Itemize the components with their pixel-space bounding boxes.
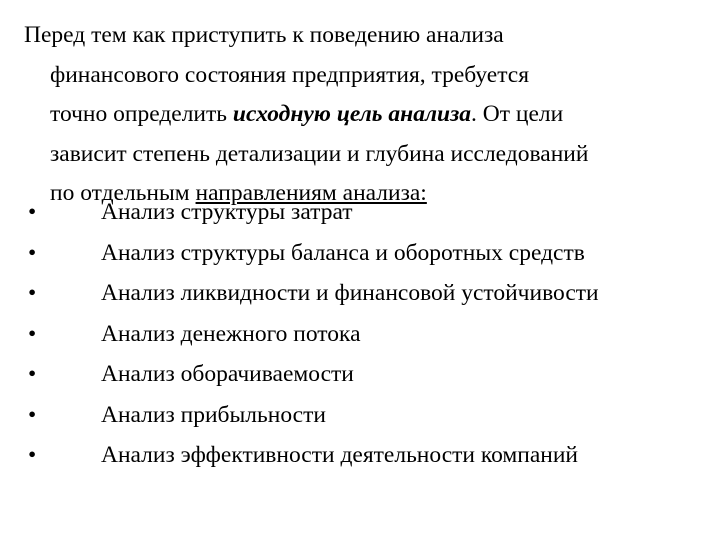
- list-item: [0, 192, 720, 233]
- list-item-text: Анализ эффективности деятельности компаний: [101, 442, 578, 468]
- analysis-bullet-list: [0, 192, 720, 476]
- intro-line-3: [24, 95, 714, 135]
- list-item: [0, 233, 720, 274]
- bullet-icon: •: [28, 361, 37, 387]
- emphasized-goal: исходную цель анализа: [232, 101, 472, 127]
- intro-line-1: Перед тем как приступить к поведению анализа: [24, 22, 504, 48]
- bullet-icon: •: [28, 320, 37, 347]
- list-item: [0, 314, 720, 355]
- list-item-text: Анализ ликвидности и финансовой устойчивости: [101, 280, 599, 306]
- bullet-icon: •: [28, 280, 37, 306]
- list-item-text: Анализ структуры баланса и оборотных средств: [101, 239, 585, 266]
- list-item: [0, 273, 720, 314]
- intro-line-4: зависит степень детализации и глубина исследований: [50, 140, 589, 167]
- underlined-directions: направлениям анализа:: [195, 180, 427, 206]
- list-item: [0, 435, 720, 476]
- intro-line-3-post: . От цели: [471, 101, 564, 127]
- bullet-icon: •: [28, 401, 37, 428]
- intro-line-5-pre: по отдельным: [50, 180, 196, 206]
- list-item-text: Анализ денежного потока: [101, 320, 361, 347]
- list-item: [0, 354, 720, 395]
- bullet-icon: •: [28, 199, 37, 225]
- bullet-icon: •: [28, 442, 37, 468]
- bullet-icon: •: [28, 239, 37, 266]
- intro-line-3-pre: точно определить: [50, 101, 233, 127]
- intro-line-2: финансового состояния предприятия, требуется: [50, 61, 530, 88]
- list-item-text: Анализ структуры затрат: [101, 199, 353, 225]
- list-item-text: Анализ прибыльности: [101, 401, 326, 428]
- intro-paragraph: [24, 16, 714, 214]
- list-item: [0, 395, 720, 436]
- list-item-text: Анализ оборачиваемости: [101, 361, 354, 387]
